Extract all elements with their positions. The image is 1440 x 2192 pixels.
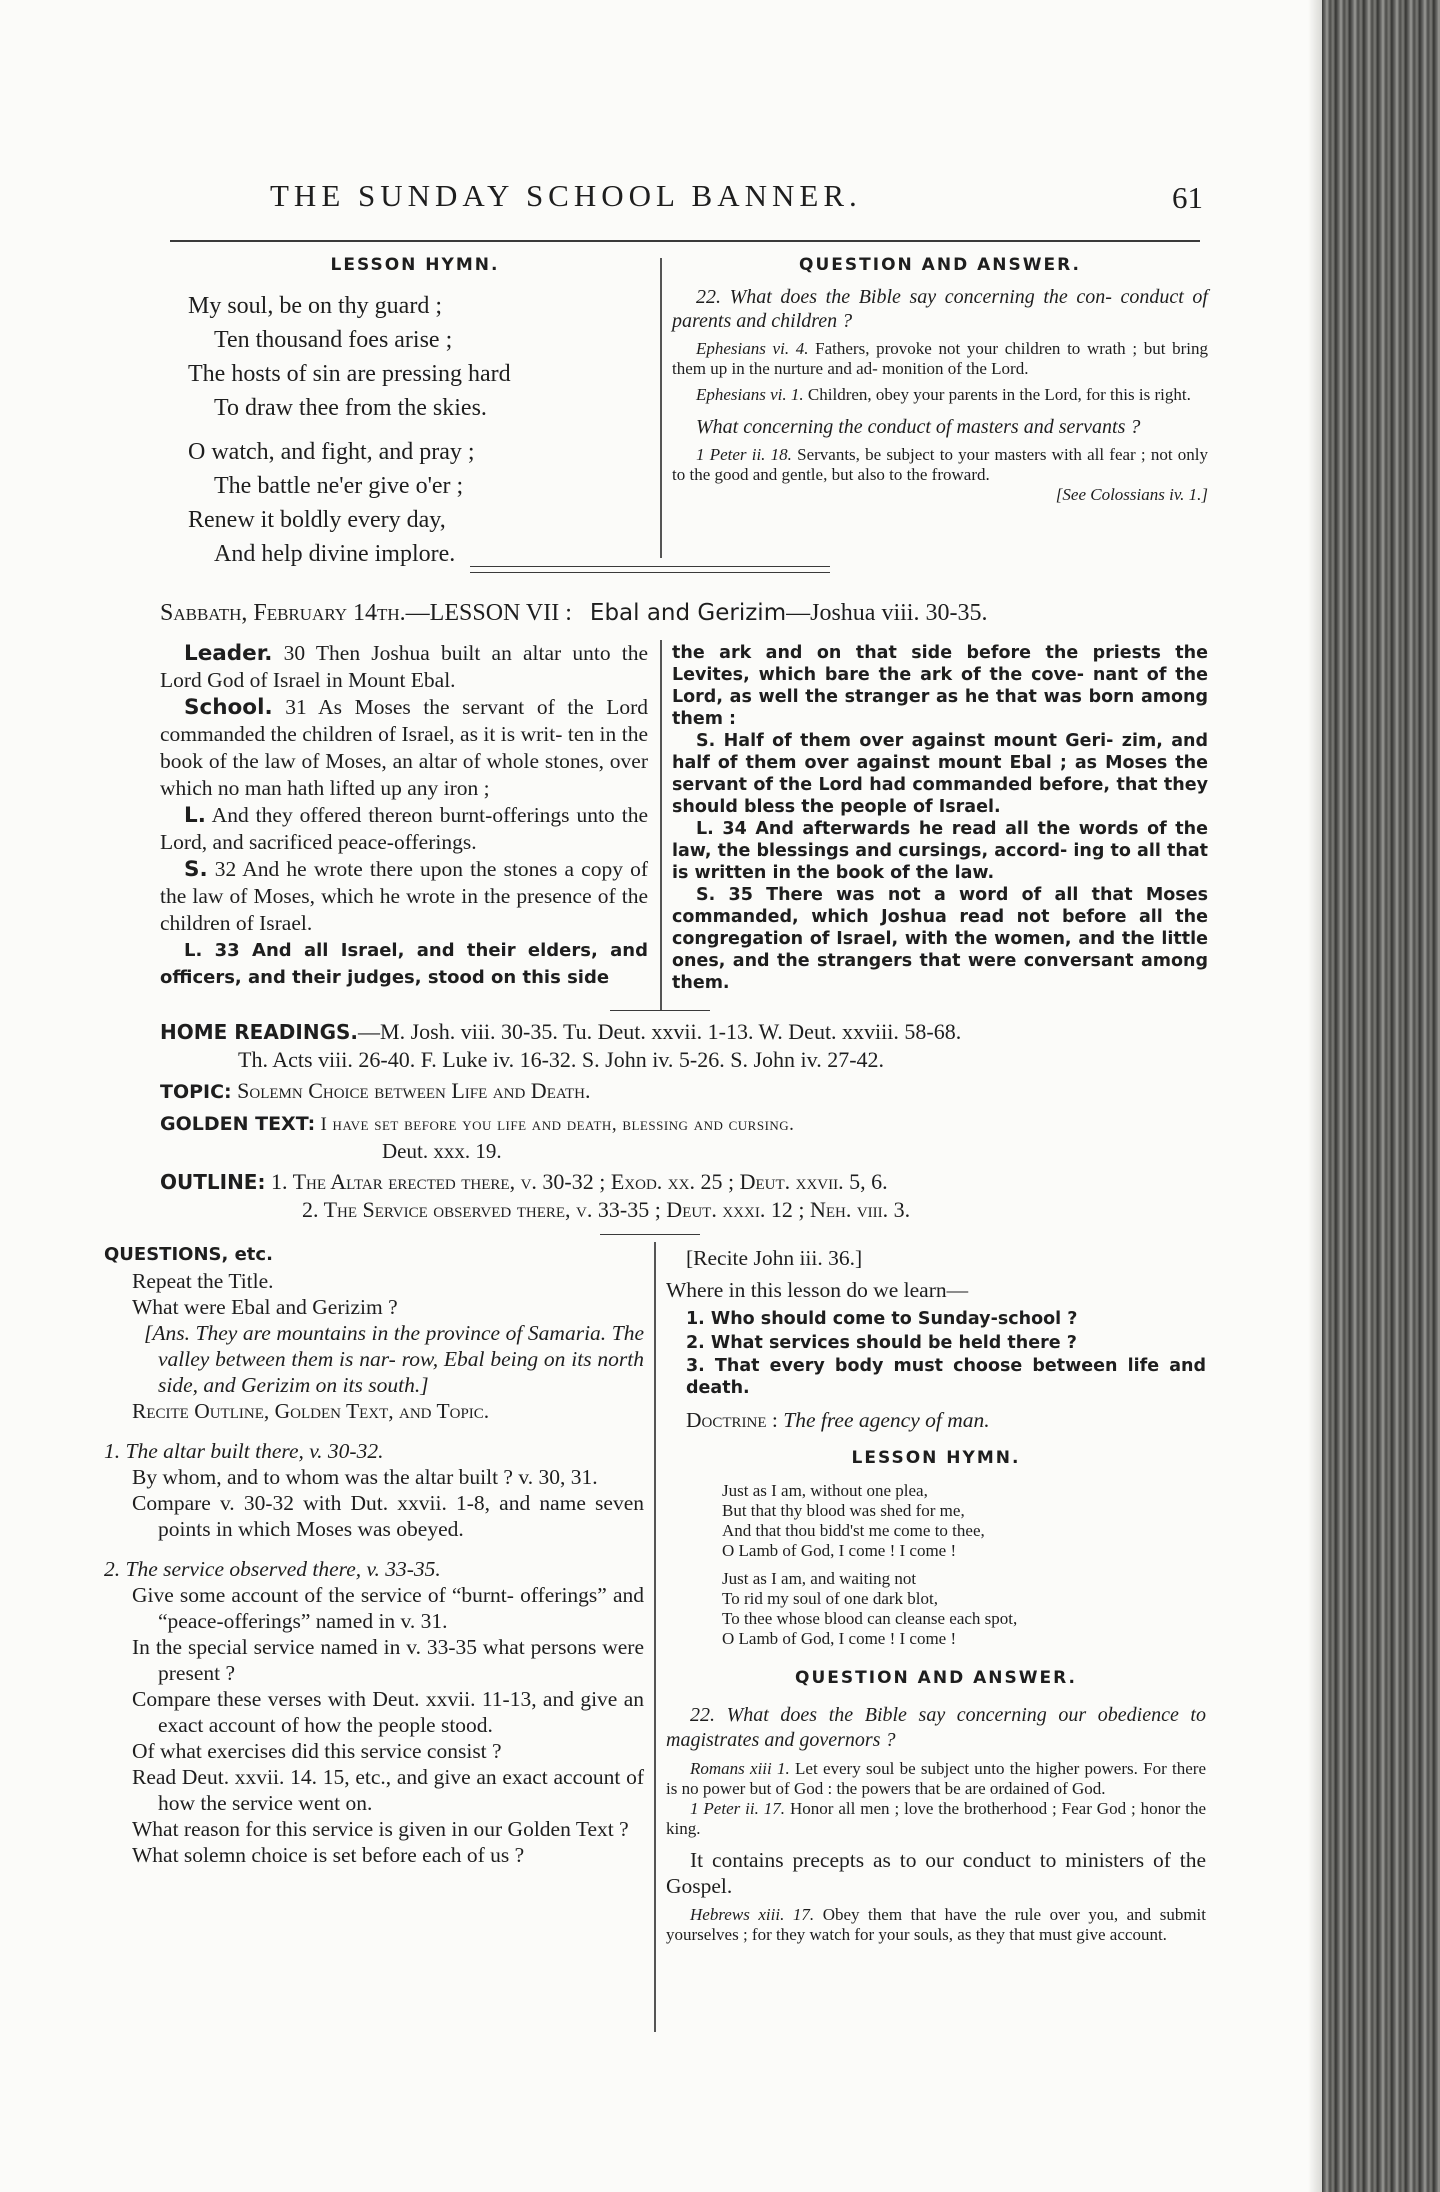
scripture-right: [672, 642, 1208, 994]
section-title: 2. The service observed there, v. 33-35.: [104, 1557, 441, 1581]
hymn-line: Just as I am, and waiting not: [722, 1569, 917, 1588]
lesson-hymn-heading: LESSON HYMN.: [330, 255, 500, 275]
scripture-verse: S. 35 There was not a word of all that Moses commanded, which Joshua read not before all the congregation of Israel, with the women, and the little ones, and the strangers that were conversant among them.: [672, 885, 1208, 993]
running-header: THE SUNDAY SCHOOL BANNER.: [270, 178, 862, 213]
top-lesson-hymn: [180, 255, 650, 571]
question: Recite Outline, Golden Text, and Topic.: [132, 1399, 490, 1423]
section-rule: [610, 1010, 710, 1011]
hymn-line: To rid my soul of one dark blot,: [722, 1589, 939, 1608]
section-title: 1. The altar built there, v. 30-32.: [104, 1439, 384, 1463]
qa-answer: Hebrews xiii. 17. Obey them that have the rule over you, and submit yourselves ; for they watch for your souls, as they that must give account.: [666, 1905, 1207, 1944]
qa-answer: 1 Peter ii. 17. Honor all men ; love the brotherhood ; Fear God ; honor the king.: [666, 1799, 1207, 1838]
recite-note: [Recite John iii. 36.]: [686, 1246, 863, 1270]
topic: TOPIC: Solemn Choice between Life and Death.: [160, 1078, 591, 1103]
home-readings: HOME READINGS.—M. Josh. viii. 30-35. Tu. Deut. xxvii. 1-13. W. Deut. xxviii. 58-68. Th. Acts viii. 26-40. F. Luke iv. 16-32. S. John iv. 5-26. S. John iv. 27-42.: [160, 1019, 962, 1072]
question: Read Deut. xxvii. 14. 15, etc., and give an exact account of how the service went on.: [132, 1765, 644, 1815]
hymn-line: And that thou bidd'st me come to thee,: [722, 1521, 985, 1540]
hymn-line: To thee whose blood can cleanse each spot,: [722, 1609, 1018, 1628]
section-rule: [470, 572, 830, 573]
lesson-number: —LESSON VII :: [405, 600, 572, 626]
right-lower-column: [666, 1245, 1206, 1945]
scripture-verse: L. And they offered thereon burnt-offerings unto the Lord, and sacrificed peace-offerings.: [160, 803, 648, 854]
lesson-date: Sabbath, February 14th.: [160, 600, 406, 626]
question: Of what exercises did this service consist ?: [132, 1739, 502, 1763]
section-rule: [600, 1234, 700, 1235]
hymn-line: To draw thee from the skies.: [214, 395, 487, 421]
hymn-verse: [180, 289, 650, 571]
qa-question: 22. What does the Bible say concerning our obedience to magistrates and governors ?: [666, 1704, 1206, 1751]
qa-answer: 1 Peter ii. 18. Servants, be subject to your masters with all fear ; not only to the good and gentle, but also to the froward.: [672, 445, 1209, 484]
top-question-answer: [672, 255, 1208, 505]
hymn-line: Just as I am, without one plea,: [722, 1481, 928, 1500]
question: What solemn choice is set before each of us ?: [132, 1843, 525, 1867]
outline: OUTLINE: 1. The Altar erected there, v. 30-32 ; Exod. xx. 25 ; Deut. xxvii. 5, 6. 2. The Service observed there, v. 33-35 ; Deut. xxxi. 12 ; Neh. viii. 3.: [160, 1169, 911, 1222]
qa-heading: QUESTION AND ANSWER.: [799, 255, 1081, 275]
section-rule: [470, 566, 830, 567]
page-gutter: [1308, 0, 1322, 2192]
hymn-line: But that thy blood was shed for me,: [722, 1501, 965, 1520]
question: What were Ebal and Gerizim ?: [132, 1295, 398, 1319]
lesson-hymn-heading: LESSON HYMN.: [851, 1448, 1021, 1468]
question: Give some account of the service of “burnt- offerings” and “peace-offerings” named in v. 31.: [132, 1583, 644, 1633]
scripture-verse: the ark and on that side before the priests the Levites, which bare the ark of the cove- nant of the Lord, as well the stranger as he that was born among them :: [672, 643, 1208, 729]
column-divider: [660, 258, 662, 558]
questions-heading: QUESTIONS, etc.: [104, 1244, 273, 1265]
questions-column: [104, 1242, 644, 1868]
learn-item: 1. Who should come to Sunday-school ?: [686, 1309, 1078, 1329]
qa-answer: Romans xiii 1. Let every soul be subject unto the higher powers. For there is no power but of God : the powers that be are ordained of God.: [666, 1759, 1206, 1798]
lesson-reference: —Joshua viii. 30-35.: [786, 600, 988, 626]
header-rule: [170, 240, 1200, 242]
scripture-verse: School. 31 As Moses the servant of the Lord commanded the children of Israel, as it is writ- ten in the book of the law of Moses, an altar of whole stones, over which no man hath lifted up any iron ;: [160, 695, 649, 800]
column-divider: [654, 1242, 656, 2032]
scripture-verse: L. 33 And all Israel, and their elders, and officers, and their judges, stood on this side: [160, 940, 648, 988]
hymn-line: O Lamb of God, I come ! I come !: [722, 1629, 957, 1648]
hymn-line: Renew it boldly every day,: [188, 507, 446, 533]
qa-reference: [See Colossians iv. 1.]: [1055, 485, 1208, 504]
question: Repeat the Title.: [132, 1269, 274, 1293]
scripture-verse: S. 32 And he wrote there upon the stones a copy of the law of Moses, which he wrote in the presence of the children of Israel.: [160, 857, 648, 935]
scripture-verse: Leader. 30 Then Joshua built an altar unto the Lord God of Israel in Mount Ebal.: [160, 641, 648, 692]
answer-note: [Ans. They are mountains in the province of Samaria. The valley between them is nar- row, Ebal being on its north side, and Gerizim on its south.]: [144, 1321, 644, 1397]
question: Compare these verses with Deut. xxvii. 11-13, and give an exact account of how the people stood.: [132, 1687, 644, 1737]
hymn-line: Ten thousand foes arise ;: [214, 327, 453, 353]
question: In the special service named in v. 33-35 what persons were present ?: [132, 1635, 644, 1685]
hymn-line: The hosts of sin are pressing hard: [188, 361, 511, 387]
column-divider: [660, 640, 662, 1010]
qa-answer: Ephesians vi. 1. Children, obey your parents in the Lord, for this is right.: [696, 385, 1191, 404]
qa-question: What concerning the conduct of masters and servants ?: [696, 416, 1141, 438]
hymn-line: O Lamb of God, I come ! I come !: [722, 1541, 957, 1560]
learn-item: 3. That every body must choose between life and death.: [686, 1356, 1206, 1398]
book-spine-edge: [1322, 0, 1440, 2192]
scripture-left: [160, 640, 648, 991]
learn-item: 2. What services should be held there ?: [686, 1333, 1077, 1353]
hymn-line: O watch, and fight, and pray ;: [188, 439, 475, 465]
qa-question: 22. What does the Bible say concerning the con- conduct of parents and children ?: [672, 286, 1208, 332]
question: By whom, and to whom was the altar built ? v. 30, 31.: [132, 1465, 598, 1489]
golden-text: GOLDEN TEXT: I have set before you life and death, blessing and cursing. Deut. xxx. 19.: [160, 1113, 795, 1163]
lesson-header: [160, 600, 1220, 627]
hymn-line: And help divine implore.: [214, 541, 456, 567]
qa-heading: QUESTION AND ANSWER.: [795, 1668, 1077, 1688]
learn-intro: Where in this lesson do we learn—: [666, 1278, 969, 1302]
question: What reason for this service is given in our Golden Text ?: [132, 1817, 629, 1841]
hymn-verse: [666, 1481, 1206, 1649]
qa-statement: It contains precepts as to our conduct to ministers of the Gospel.: [666, 1848, 1206, 1898]
page-number: 61: [1172, 180, 1203, 215]
lesson-title: Ebal and Gerizim: [589, 600, 787, 626]
hymn-line: My soul, be on thy guard ;: [188, 293, 442, 319]
scripture-verse: L. 34 And afterwards he read all the words of the law, the blessings and cursings, accord- ing to all that is written in the book of the law.: [672, 819, 1208, 883]
doctrine: Doctrine : The free agency of man.: [686, 1408, 990, 1432]
hymn-line: The battle ne'er give o'er ;: [214, 473, 464, 499]
scripture-verse: S. Half of them over against mount Geri- zim, and half of them over against mount Ebal ; as Moses the servant of the Lord had commanded before, that they should bless the people of Israel.: [672, 731, 1209, 817]
qa-answer: Ephesians vi. 4. Fathers, provoke not your children to wrath ; but bring them up in the nurture and ad- monition of the Lord.: [672, 339, 1208, 378]
question: Compare v. 30-32 with Dut. xxvii. 1-8, and name seven points in which Moses was obeyed.: [132, 1491, 644, 1541]
